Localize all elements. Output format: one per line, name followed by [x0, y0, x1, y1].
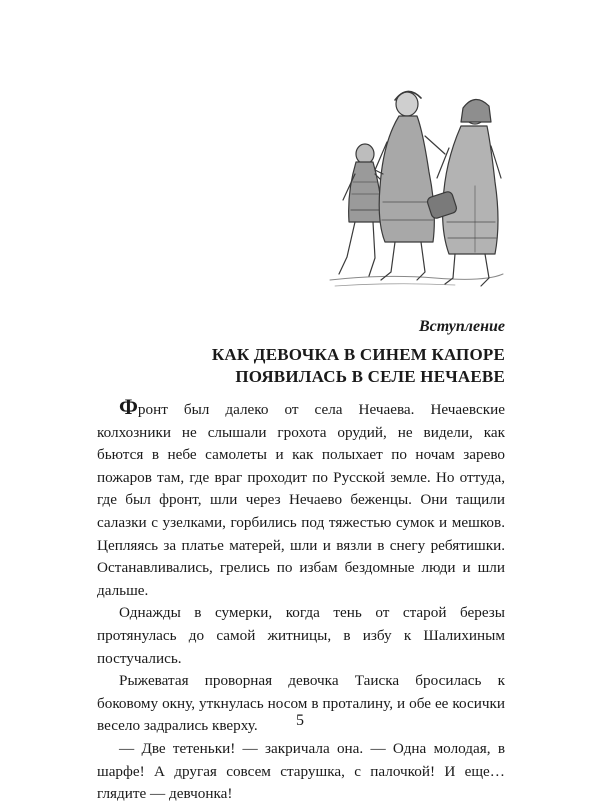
section-label: Вступление	[418, 318, 505, 335]
paragraph-3: Рыжеватая проворная девочка Таиска бросилась к боковому окну, уткнулась носом в проталину, и обе ее косички весело задрались кверху.	[97, 672, 505, 735]
paragraph-2: Однажды в сумерки, когда тень от старой березы протянулась до самой житницы, в избу к Шалихиным постучались.	[97, 604, 505, 667]
chapter-title	[165, 344, 505, 388]
page-number: 5	[296, 712, 304, 729]
body-text	[97, 396, 505, 806]
paragraph-1	[97, 396, 505, 602]
chapter-title-line-2: ПОЯВИЛАСЬ В СЕЛЕ НЕЧАЕВЕ	[235, 367, 505, 386]
old-woman-figure	[426, 99, 501, 286]
pencil-sketch-illustration	[325, 82, 505, 292]
paragraph-1-text: ронт был далеко от села Нечаева. Нечаевские колхозники не слышали грохота орудий, не видели, как бьются в небе самолеты и как полыхает по ночам зарево пожаров там, где враг проходит по Русской земле. Но оттуда, где был фронт, шли через Нечаево беженцы. Они тащили салазки с узелками, горбились под тяжестью сумок и мешков. Цепляясь за платье матерей, шли и вязли в снегу ребятишки. Останавливались, грелись по избам бездомные люди и шли дальше.	[97, 401, 505, 599]
paragraph-4: — Две тетеньки! — закричала она. — Одна молодая, в шарфе! А другая совсем старушка, с палочкой! И еще… глядите — девчонка!	[97, 739, 505, 803]
chapter-title-line-1: КАК ДЕВОЧКА В СИНЕМ КАПОРЕ	[211, 345, 505, 364]
dropcap-letter: Ф	[119, 394, 138, 419]
woman-figure	[375, 91, 445, 280]
